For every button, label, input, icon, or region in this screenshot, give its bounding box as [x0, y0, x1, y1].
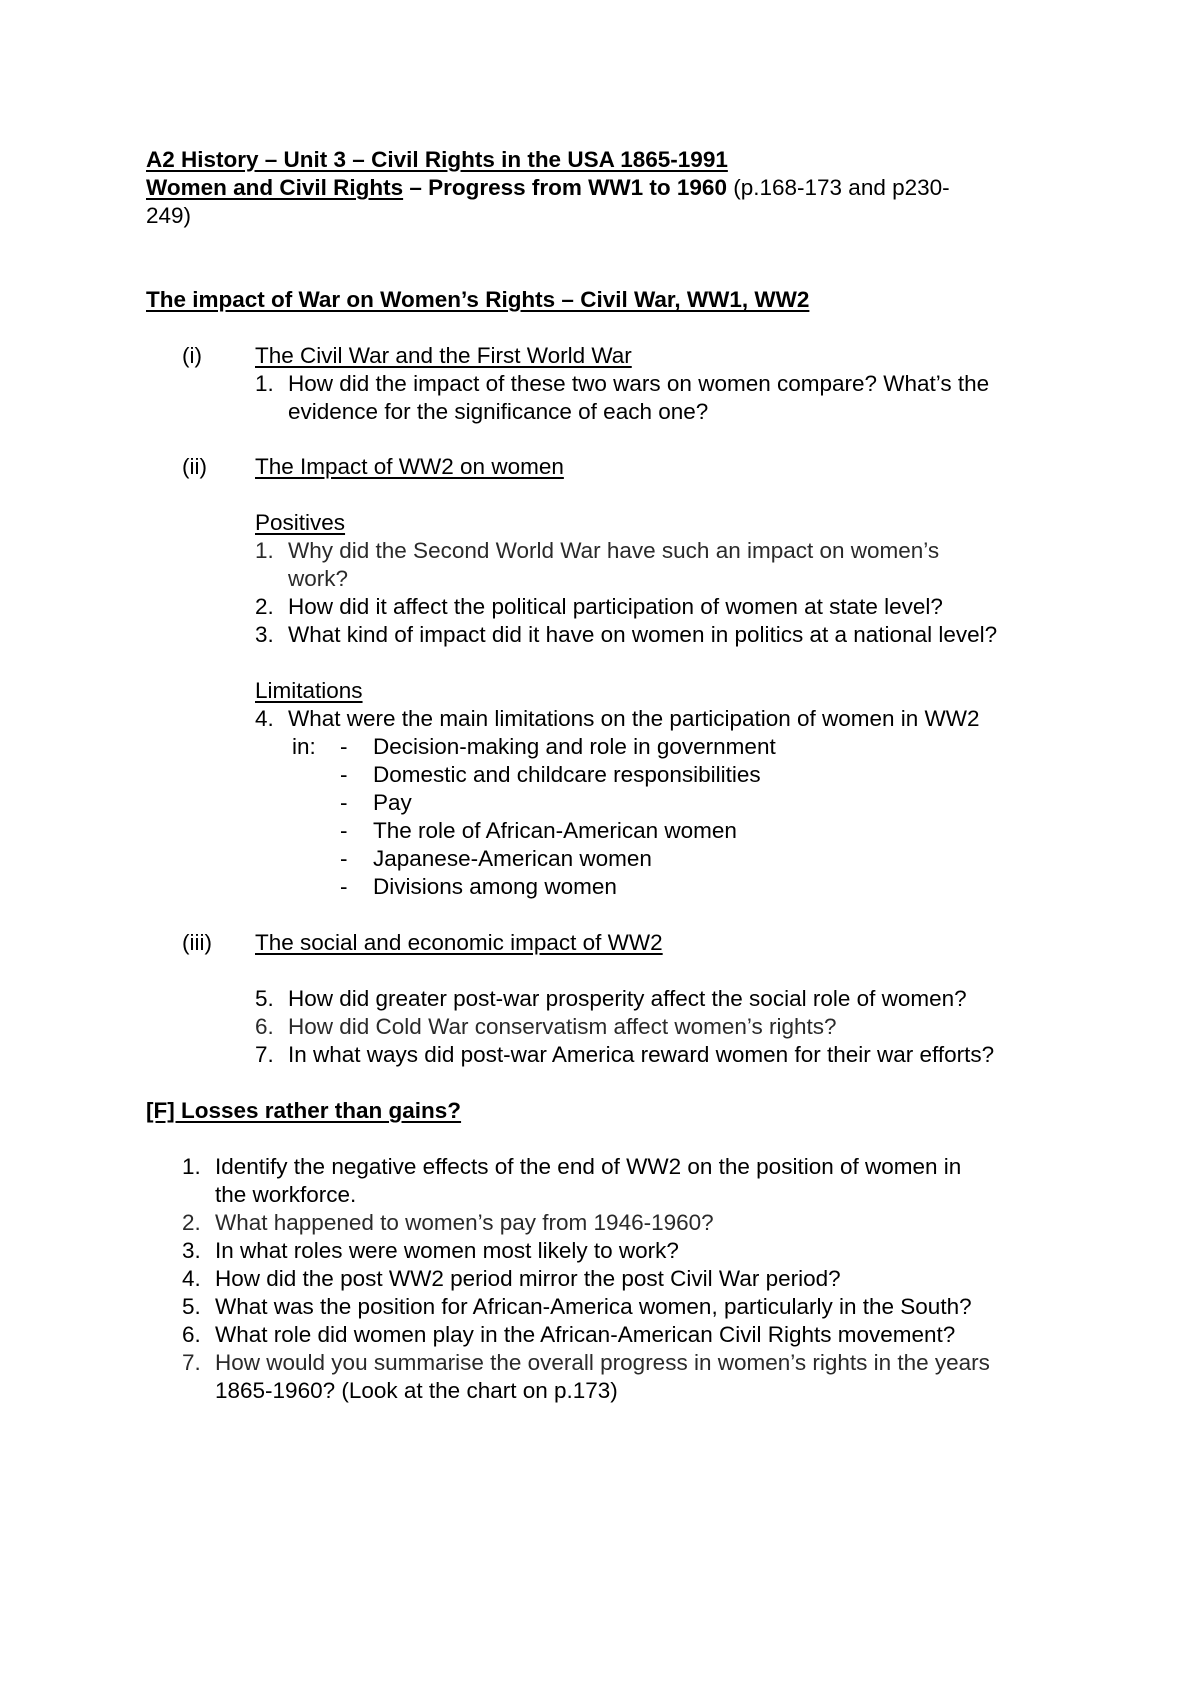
question-number: 5. [255, 986, 274, 1011]
question-text: What was the position for African-America women, particularly in the South? [215, 1294, 972, 1319]
subtitle-pages: (p.168-173 and p230- [726, 175, 950, 200]
section-f-question-continued: 1865-1960? (Look at the chart on p.173) [215, 1378, 618, 1403]
positives-question [255, 621, 997, 649]
positives-question [255, 593, 943, 621]
limitation-item [340, 873, 617, 901]
bullet-dash: - [340, 734, 348, 759]
part-i-title: The Civil War and the First World War [255, 343, 632, 368]
question-text: How did it affect the political participation of women at state level? [288, 594, 943, 619]
positives-question-continued: work? [288, 566, 349, 591]
limitations-question [255, 705, 980, 733]
question-text: What kind of impact did it have on women in politics at a national level? [288, 622, 998, 647]
positives-label: Positives [255, 510, 346, 535]
question-text: Why did the Second World War have such an impact on women’s [288, 538, 940, 563]
bullet-dash: - [340, 818, 348, 843]
part-iii-question [255, 1041, 994, 1069]
section-f-question [182, 1153, 961, 1181]
part-ii-title: The Impact of WW2 on women [255, 454, 564, 479]
question-number: 6. [182, 1322, 201, 1347]
limitation-text: Pay [373, 790, 412, 815]
limitation-item [340, 733, 776, 761]
limitations-label: Limitations [255, 678, 363, 703]
question-number: 2. [255, 594, 274, 619]
question-text: What happened to women’s pay from 1946-1960? [215, 1210, 714, 1235]
section-f-question [182, 1293, 972, 1321]
question-text: In what roles were women most likely to work? [215, 1238, 679, 1263]
limitation-item [340, 817, 737, 845]
limitation-text: Divisions among women [373, 874, 617, 899]
bullet-dash: - [340, 846, 348, 871]
section-heading: The impact of War on Women’s Rights – Civil War, WW1, WW2 [146, 287, 810, 312]
question-number: 4. [182, 1266, 201, 1291]
part-iii-label: (iii) [182, 930, 212, 955]
question-number: 1. [255, 371, 274, 396]
question-number: 7. [182, 1350, 201, 1375]
limitation-text: Japanese-American women [373, 846, 652, 871]
question-text: What were the main limitations on the participation of women in WW2 [288, 706, 980, 731]
positives-question [255, 537, 939, 565]
question-text: How did the impact of these two wars on women compare? What’s the [288, 371, 990, 396]
part-ii-label: (ii) [182, 454, 207, 479]
question-number: 1. [255, 538, 274, 563]
part-i-question [255, 370, 989, 398]
document-subtitle [146, 174, 950, 202]
question-number: 6. [255, 1014, 274, 1039]
question-text: What role did women play in the African-American Civil Rights movement? [215, 1322, 956, 1347]
question-number: 4. [255, 706, 274, 731]
question-number: 7. [255, 1042, 274, 1067]
bullet-dash: - [340, 790, 348, 815]
question-text: How did Cold War conservatism affect women’s rights? [288, 1014, 837, 1039]
limitation-text: Decision-making and role in government [373, 734, 776, 759]
part-i-label: (i) [182, 343, 202, 368]
question-text: In what ways did post-war America reward women for their war efforts? [288, 1042, 995, 1067]
section-f-question-continued: the workforce. [215, 1182, 357, 1207]
subtitle-pages-continued: 249) [146, 203, 192, 228]
section-f-question [182, 1265, 841, 1293]
bullet-dash: - [340, 762, 348, 787]
limitation-text: Domestic and childcare responsibilities [373, 762, 761, 787]
limitation-text: The role of African-American women [373, 818, 737, 843]
question-number: 1. [182, 1154, 201, 1179]
limitation-item [340, 845, 652, 873]
section-f-question [182, 1209, 714, 1237]
question-number: 3. [182, 1238, 201, 1263]
question-text: Identify the negative effects of the end of WW2 on the position of women in [215, 1154, 962, 1179]
question-number: 3. [255, 622, 274, 647]
question-text: How did the post WW2 period mirror the post Civil War period? [215, 1266, 841, 1291]
section-f-heading: [F] Losses rather than gains? [146, 1098, 462, 1123]
subtitle-topic: Women and Civil Rights [146, 175, 404, 200]
section-f-question [182, 1237, 679, 1265]
section-f-question [182, 1349, 990, 1377]
document-title: A2 History – Unit 3 – Civil Rights in the USA 1865-1991 [146, 147, 728, 172]
subtitle-progress: – Progress from WW1 to 1960 [403, 175, 727, 200]
part-iii-question [255, 1013, 837, 1041]
question-number: 5. [182, 1294, 201, 1319]
limitation-item [340, 761, 761, 789]
limitation-item [340, 789, 412, 817]
section-f-question [182, 1321, 955, 1349]
part-iii-question [255, 985, 967, 1013]
part-iii-title: The social and economic impact of WW2 [255, 930, 663, 955]
limitations-in-label: in: [292, 734, 316, 759]
part-i-question-continued: evidence for the significance of each one? [288, 399, 709, 424]
question-text: How did greater post-war prosperity affect the social role of women? [288, 986, 967, 1011]
question-text: How would you summarise the overall progress in women’s rights in the years [215, 1350, 990, 1375]
bullet-dash: - [340, 874, 348, 899]
question-number: 2. [182, 1210, 201, 1235]
